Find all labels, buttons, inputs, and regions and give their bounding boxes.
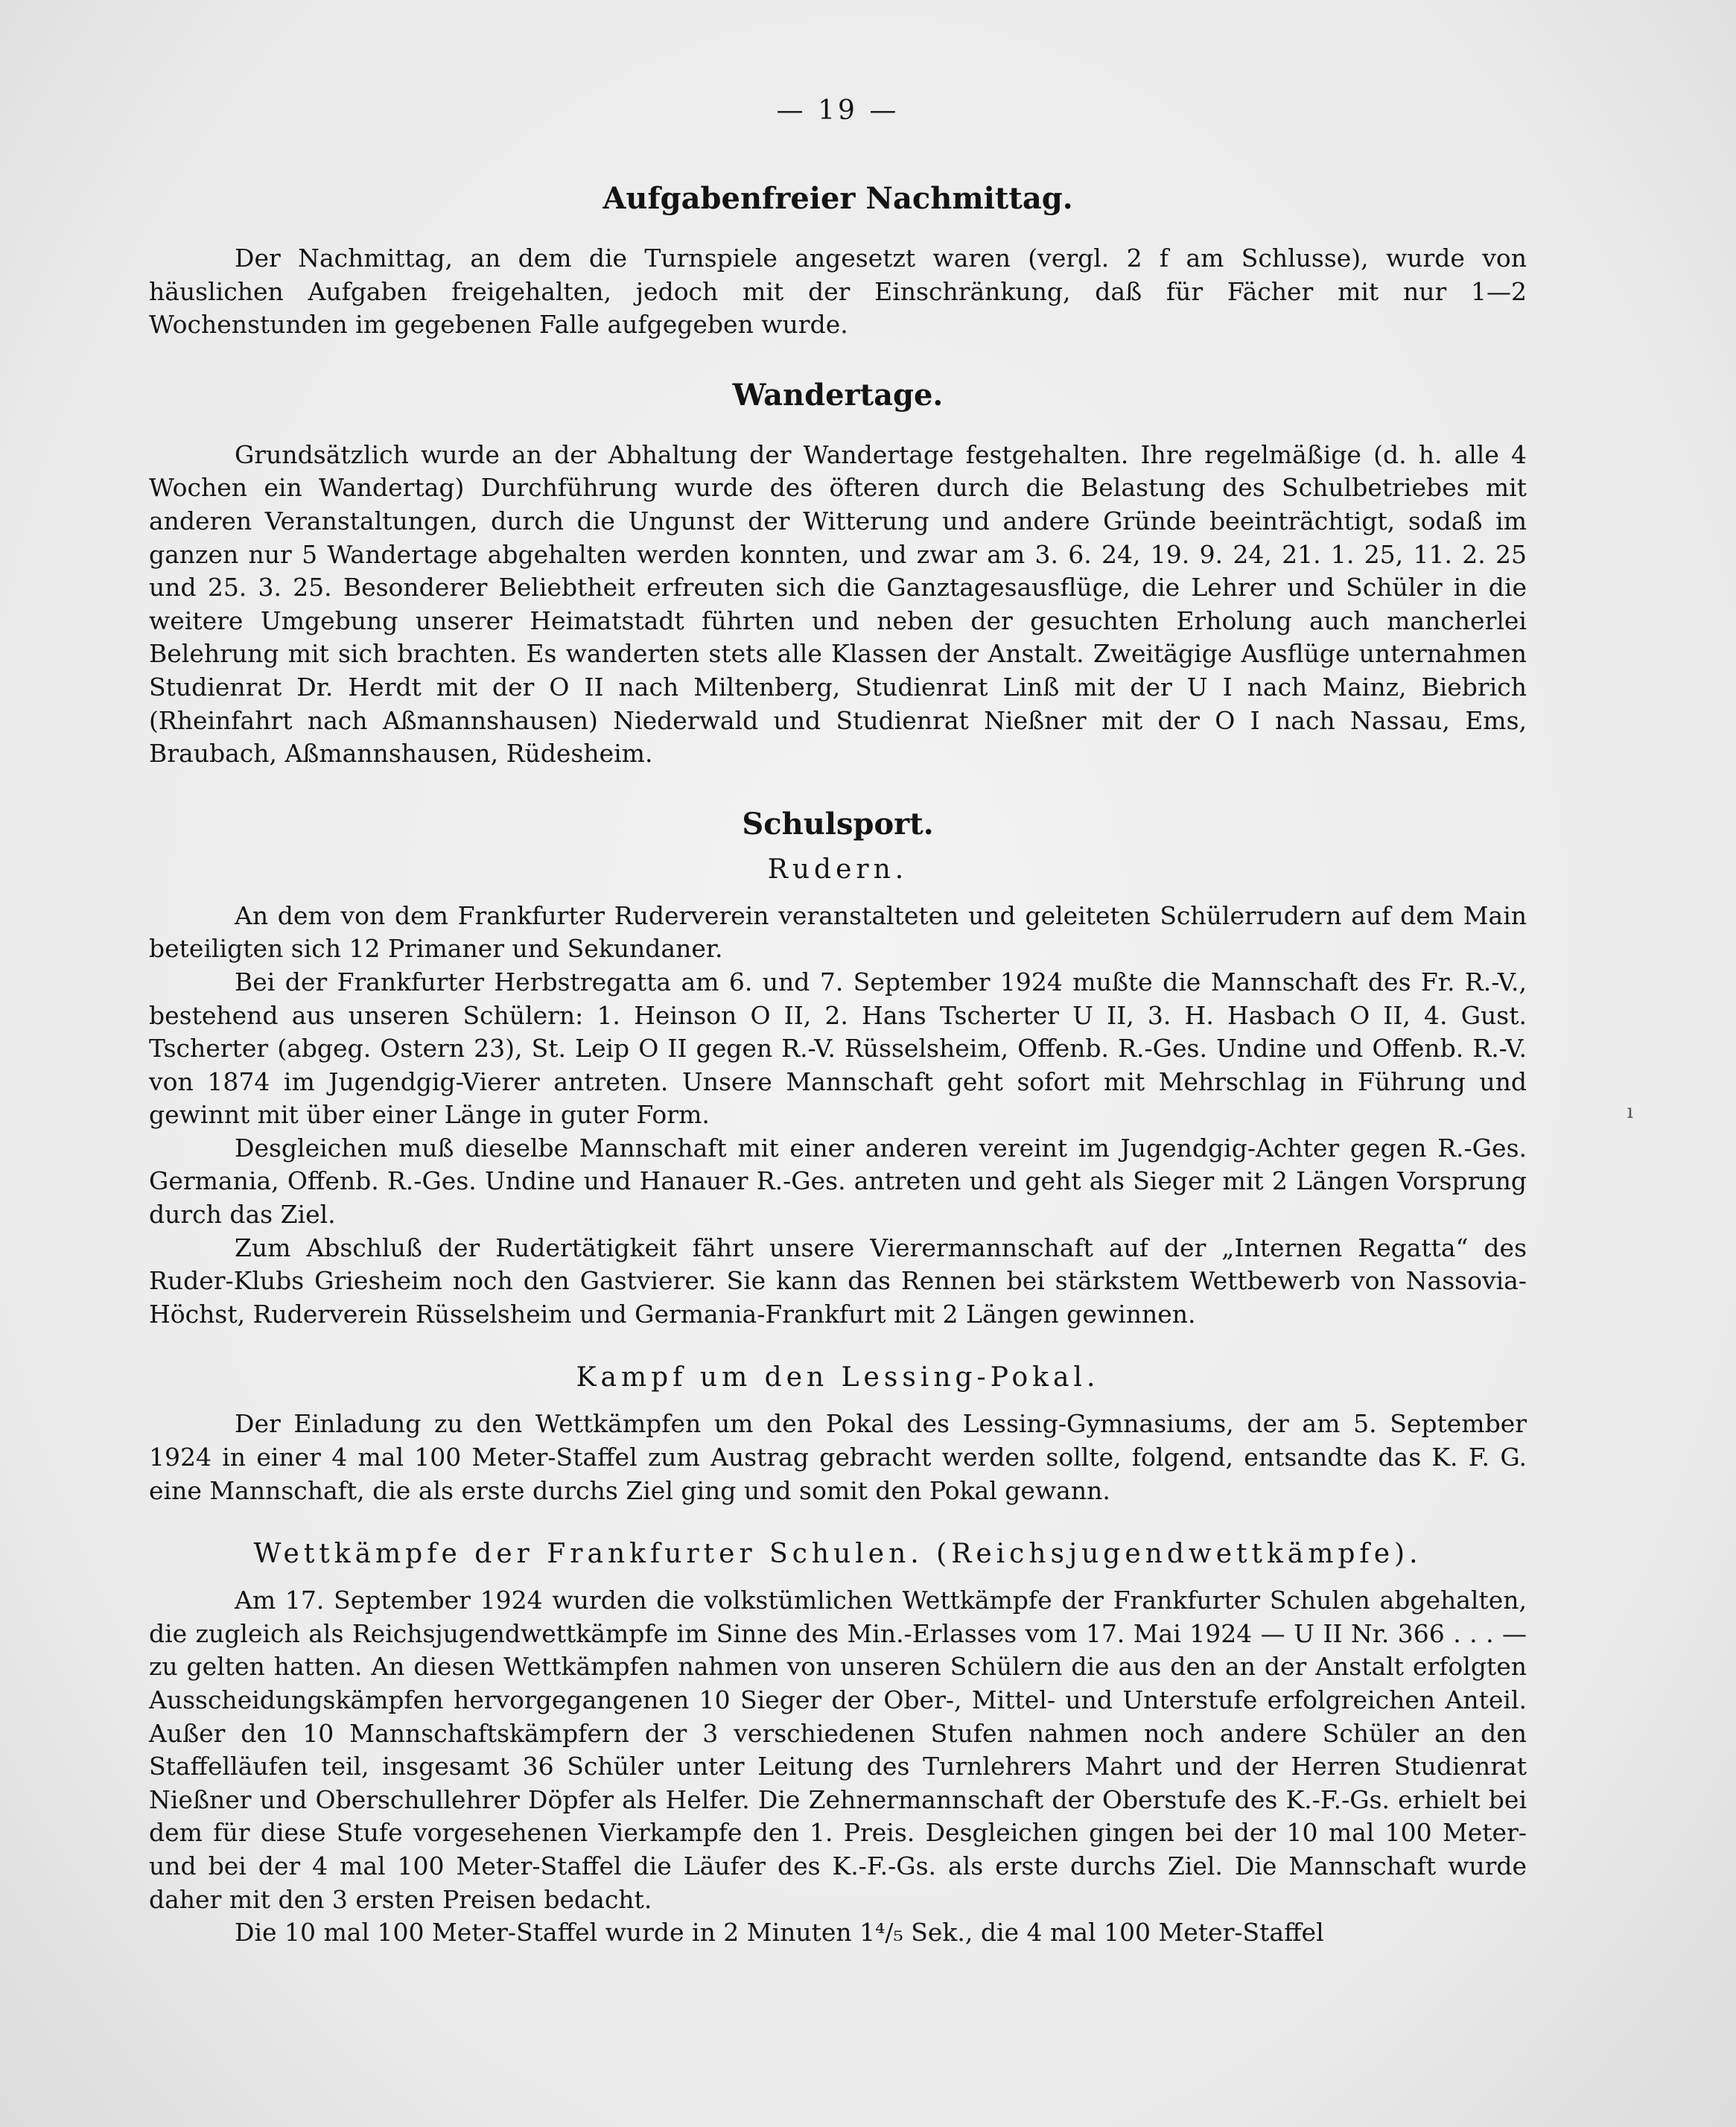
heading-nachmittag: Aufgabenfreier Nachmittag.: [602, 181, 1073, 216]
subheading-wettkaempfe: Wettkämpfe der Frankfurter Schulen. (Reichsjugendwettkämpfe).: [253, 1539, 1422, 1570]
paragraph-wettkaempfe-2: Die 10 mal 100 Meter-Staffel wurde in 2 Minuten 1⁴/₅ Sek., die 4 mal 100 Meter-Staffel: [235, 1918, 1324, 1948]
spacer: [149, 1507, 1527, 1527]
paragraph-rudern-1: An dem von dem Frankfurter Ruderverein veranstalteten und geleiteten Schülerrudern auf dem Main beteiligten sich 12 Primaner und Sekundaner.: [149, 900, 1527, 964]
page-content: [149, 95, 1527, 1950]
paragraph-lessing-pokal: Der Einladung zu den Wettkämpfen um den Pokal des Lessing-Gymnasiums, der am 5. September 1924 in einer 4 mal 100 Meter-Staffel zum Austrag gebracht werden sollte, folgend, entsandte das K. F. G. eine Mannschaft, die als erste durchs Ziel ging und somit den Pokal gewann.: [149, 1409, 1527, 1505]
page-number: — 19 —: [776, 95, 900, 126]
paragraph-rudern-4: Zum Abschluß der Rudertätigkeit fährt unsere Vierermannschaft auf der „Internen Regatta“ des Ruder-Klubs Griesheim noch den Gastvierer. Sie kann das Rennen bei stärkstem Wettbewerb von Nassovia-Höchst, Ruderverein Rüsselsheim und Germania-Frankfurt mit 2 Längen gewinnen.: [149, 1233, 1527, 1329]
subheading-rudern: Rudern.: [767, 853, 909, 885]
heading-wandertage: Wandertage.: [732, 377, 944, 413]
margin-mark: ı: [1627, 1101, 1633, 1123]
spacer: [149, 1331, 1527, 1350]
paragraph-wandertage: Grundsätzlich wurde an der Abhaltung der Wandertage festgehalten. Ihre regelmäßige (d. h. alle 4 Wochen ein Wandertag) Durchführung wurde des öfteren durch die Belastung des Schulbetriebes mit anderen Veranstaltungen, durch die Ungunst der Witterung und andere Gründe beeinträchtigt, sodaß im ganzen nur 5 Wandertage abgehalten werden konnten, und zwar am 3. 6. 24, 19. 9. 24, 21. 1. 25, 11. 2. 25 und 25. 3. 25. Besonderer Beliebtheit erfreuten sich die Ganztagesausflüge, die Lehrer und Schüler in die weitere Umgebung unserer Heimatstadt führten und neben der gesuchten Erholung auch mancherlei Belehrung mit sich brachten. Es wanderten stets alle Klassen der Anstalt. Zweitägige Ausflüge unternahmen Studienrat Dr. Herdt mit der O II nach Miltenberg, Studienrat Linß mit der U I nach Mainz, Biebrich (Rheinfahrt nach Aßmannshausen) Niederwald und Studienrat Nießner mit der O I nach Nassau, Ems, Braubach, Aßmannshausen, Rüdesheim.: [149, 439, 1527, 769]
spacer: [149, 771, 1527, 807]
spacer: [149, 342, 1527, 378]
subheading-lessing-pokal: Kampf um den Lessing-Pokal.: [576, 1362, 1100, 1393]
paragraph-rudern-2: Bei der Frankfurter Herbstregatta am 6. und 7. September 1924 mußte die Mannschaft des Fr. R.-V., bestehend aus unseren Schülern: 1. Heinson O II, 2. Hans Tscherter U II, 3. H. Hasbach O II, 4. Gust. Tscherter (abgeg. Ostern 23), St. Leip O II gegen R.-V. Rüsselsheim, Offenb. R.-Ges. Undine und Offenb. R.-V. von 1874 im Jugendgig-Vierer antreten. Unsere Mannschaft geht sofort mit Mehrschlag in Führung und gewinnt mit über einer Länge in guter Form.: [149, 967, 1527, 1130]
heading-schulsport: Schulsport.: [742, 806, 934, 842]
paragraph-nachmittag: Der Nachmittag, an dem die Turnspiele angesetzt waren (vergl. 2 f am Schlusse), wurde von häuslichen Aufgaben freigehalten, jedoch mit der Einschränkung, daß für Fächer mit nur 1—2 Wochenstunden im gegebenen Falle aufgegeben wurde.: [149, 244, 1527, 340]
paragraph-wettkaempfe-1: Am 17. September 1924 wurden die volkstümlichen Wettkämpfe der Frankfurter Schulen abgehalten, die zugleich als Reichsjugendwettkämpfe im Sinne des Min.-Erlasses vom 17. Mai 1924 — U II Nr. 366 . . . — zu gelten hatten. An diesen Wettkämpfen nahmen von unseren Schülern die aus den an der Anstalt erfolgten Ausscheidungskämpfen hervorgegangenen 10 Sieger der Ober-, Mittel- und Unterstufe erfolgreichen Anteil. Außer den 10 Mannschaftskämpfern der 3 verschiedenen Stufen nahmen noch andere Schüler an den Staffelläufen teil, insgesamt 36 Schüler unter Leitung des Turnlehrers Mahrt und der Herren Studienrat Nießner und Oberschullehrer Döpfer als Helfer. Die Zehnermannschaft der Oberstufe des K.-F.-Gs. erhielt bei dem für diese Stufe vorgesehenen Vierkampfe den 1. Preis. Desgleichen gingen bei der 10 mal 100 Meter- und bei der 4 mal 100 Meter-Staffel die Läufer des K.-F.-Gs. als erste durchs Ziel. Die Mannschaft wurde daher mit den 3 ersten Preisen bedacht.: [149, 1586, 1527, 1914]
paragraph-rudern-3: Desgleichen muß dieselbe Mannschaft mit einer anderen vereint im Jugendgig-Achter gegen R.-Ges. Germania, Offenb. R.-Ges. Undine und Hanauer R.-Ges. antreten und geht als Sieger mit 2 Längen Vorsprung durch das Ziel.: [149, 1133, 1527, 1230]
